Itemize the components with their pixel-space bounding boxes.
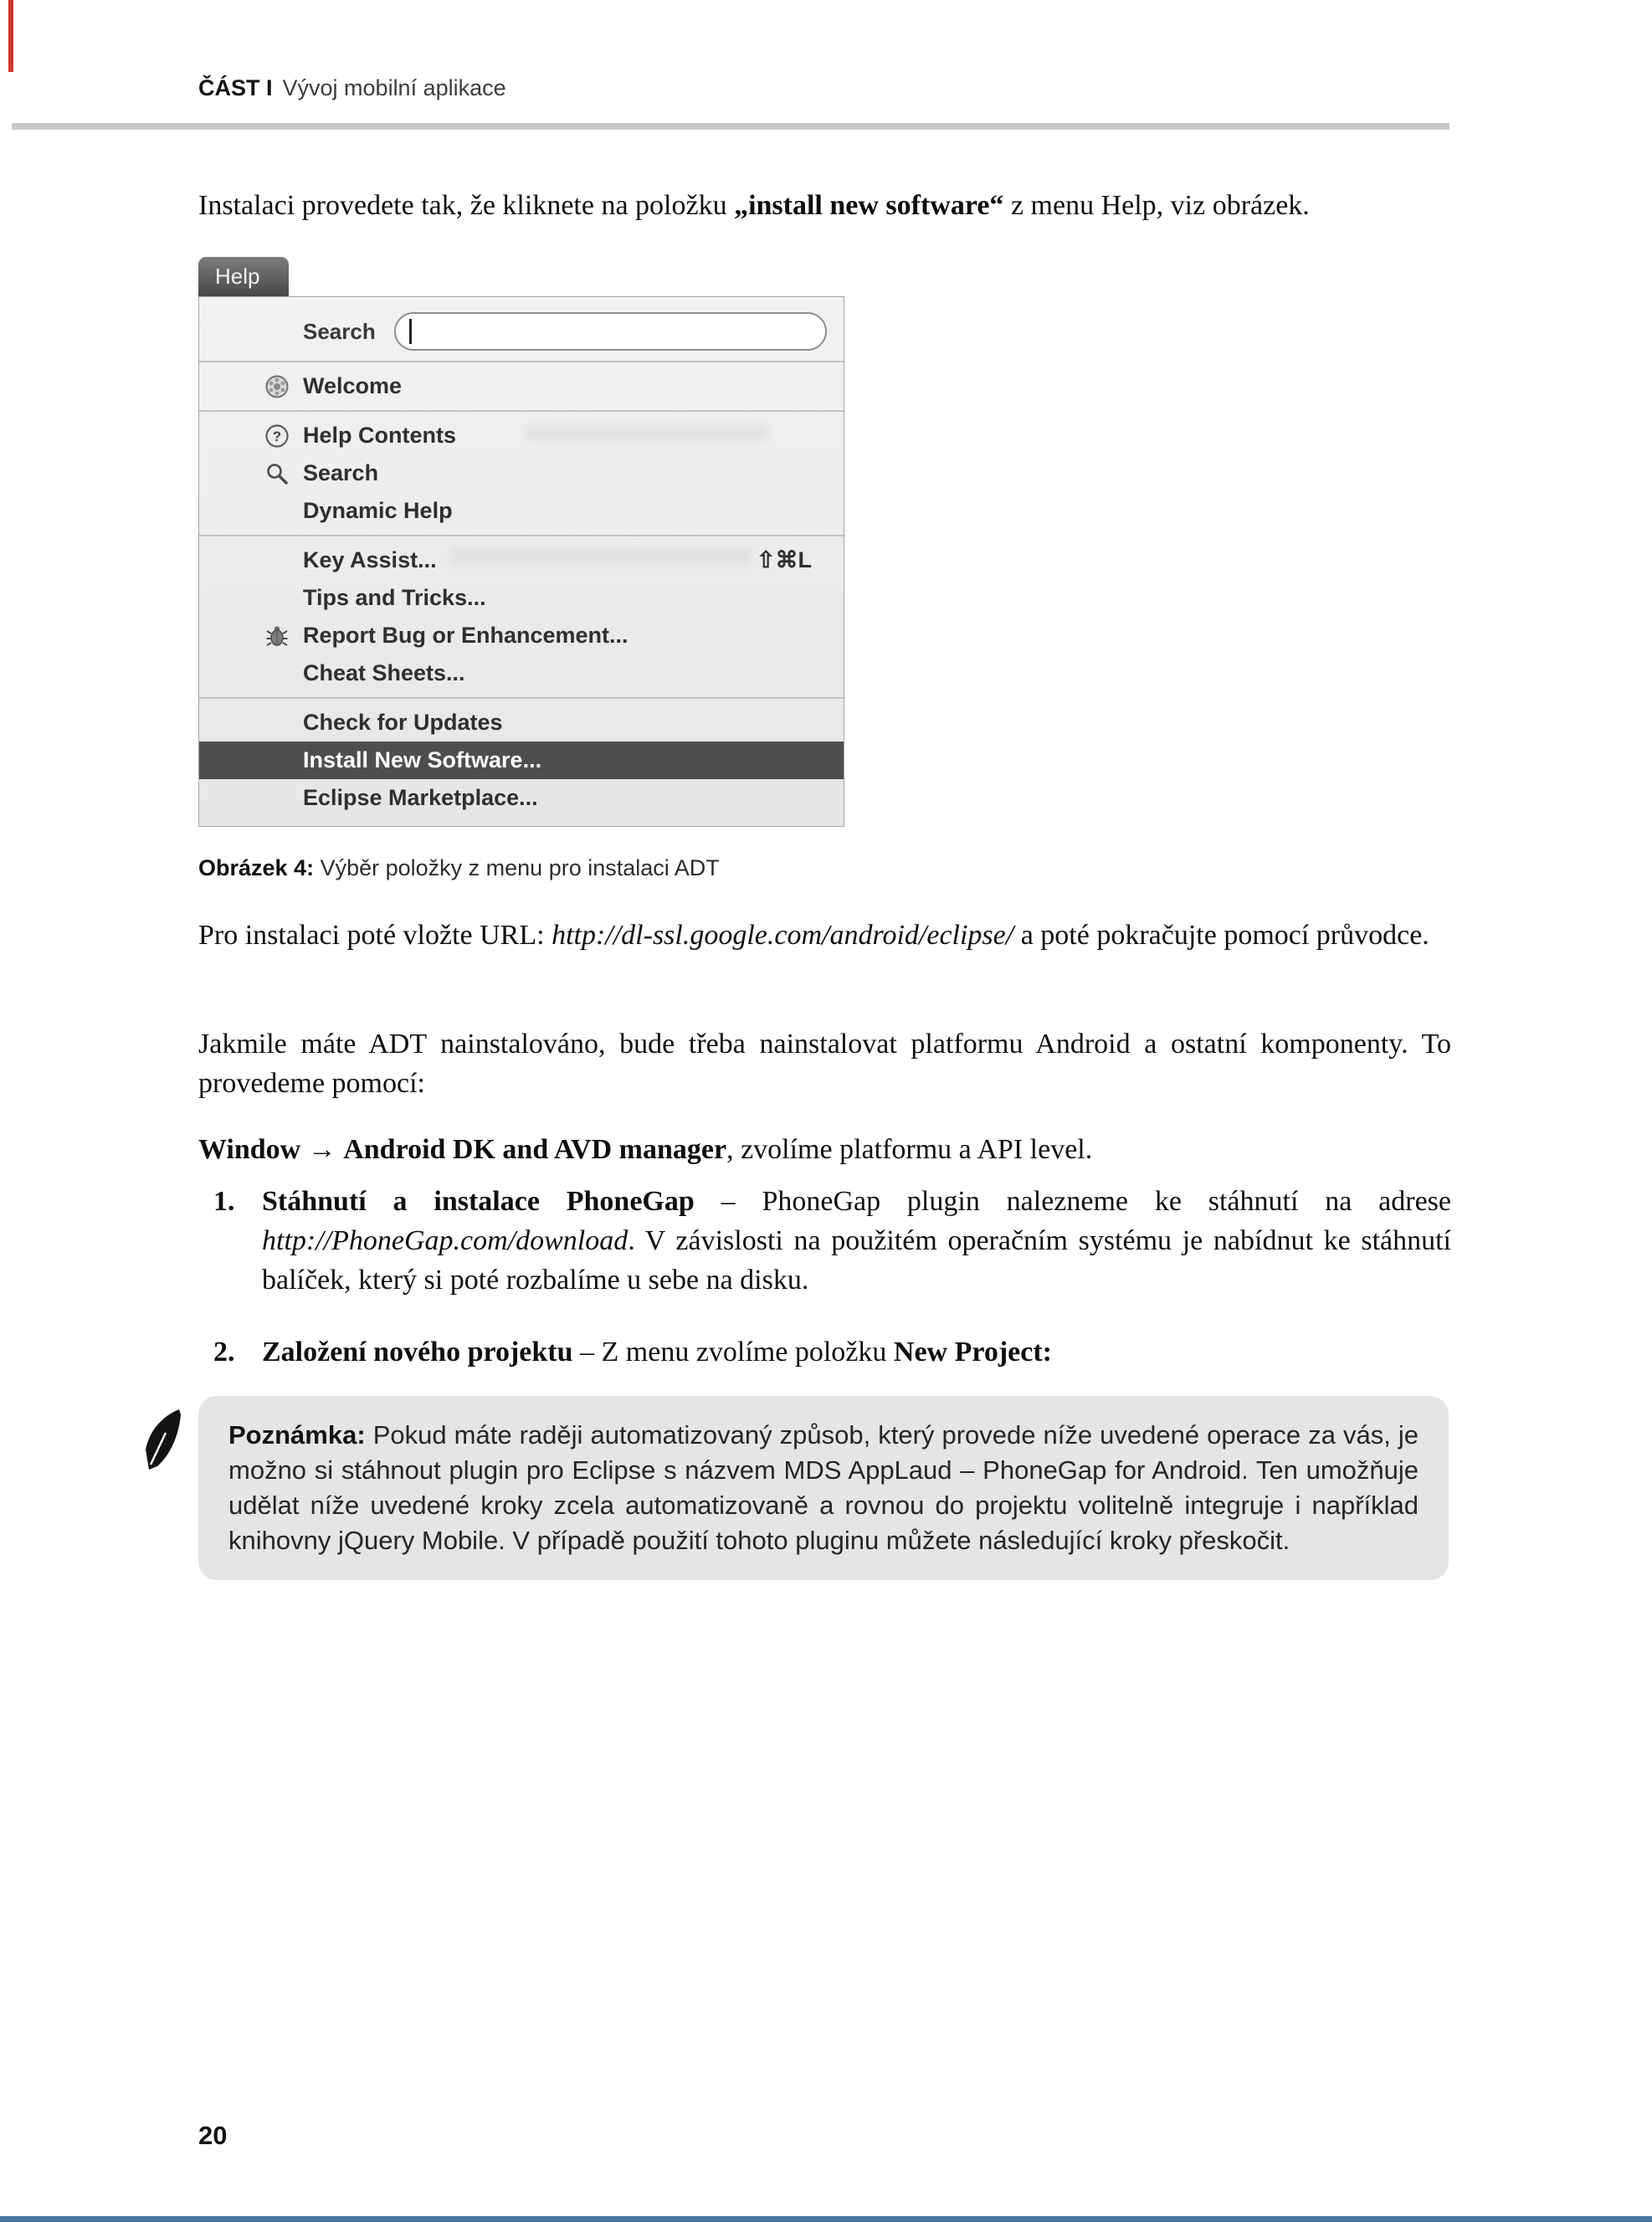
spine-red-mark [8,0,13,72]
menu-item-cheat-sheets[interactable] [199,654,844,692]
list-number: 2. [213,1337,235,1368]
help-menu-tab[interactable]: Help [198,257,289,296]
note-pen-icon [137,1408,186,1475]
menu-search-row [199,307,844,356]
list-item-1-title: Stáhnutí a instalace PhoneGap [262,1186,695,1217]
arrow-glyph: → [300,1134,344,1165]
footer-color-bar [0,2216,1652,2222]
paragraph-install-url [198,916,1451,955]
url-phonegap-download: http://PhoneGap.com/download [262,1225,628,1256]
search-icon [264,461,303,486]
intro-text-start: Instalaci provedete tak, že kliknete na položku [198,190,735,221]
scan-artifact [526,424,768,441]
paragraph-text: . V závislosti na použitém operačním systému je nabídnut ke stáhnutí balíček, který si poté rozbalíme u sebe na disku. [262,1225,1451,1296]
paragraph-text: – Z menu zvolíme položku [572,1337,894,1368]
menu-item-label: Check for Updates [303,710,503,735]
menu-item-dynamic-help[interactable] [199,492,844,530]
text-caret [409,319,412,344]
menu-item-label: Install New Software... [303,747,542,772]
list-item-2 [198,1332,1451,1372]
page-number: 20 [198,2121,228,2150]
menu-separator [199,697,844,699]
svg-text:?: ? [272,428,282,444]
menu-item-label: Welcome [303,373,403,398]
figure-caption-text: Výběr položky z menu pro instalaci ADT [314,855,720,880]
welcome-icon [264,374,303,399]
paragraph-text: a poté pokračujte pomocí průvodce. [1013,920,1429,951]
menu-item-report-bug[interactable] [199,617,844,654]
menu-item-label: Report Bug or Enhancement... [303,623,628,648]
help-menu-panel [198,296,844,827]
menu-item-search[interactable] [199,454,844,492]
help-contents-icon [264,423,303,449]
part-title: Vývoj mobilní aplikace [282,75,506,100]
paragraph-window-menu [198,1130,1451,1169]
help-menu-screenshot [198,257,844,827]
paragraph-text: – PhoneGap plugin nalezneme ke stáhnutí na adrese [694,1186,1451,1217]
menu-item-welcome[interactable] [199,367,844,405]
list-item-1 [198,1182,1451,1300]
menu-search-input[interactable] [394,312,827,351]
menu-separator [199,535,844,536]
paragraph-text: , zvolíme platformu a API level. [726,1134,1093,1165]
menu-item-tips-and-tricks[interactable] [199,579,844,617]
keyboard-shortcut: ⇧⌘L [756,547,812,572]
note-label: Poznámka: [228,1420,366,1450]
menu-path-avd-manager: Android DK and AVD manager [343,1134,727,1165]
intro-paragraph [198,186,1451,225]
part-label: ČÁST I [198,75,273,100]
menu-item-label: Key Assist... [303,547,437,572]
bug-icon [264,623,303,649]
menu-path-window: Window [198,1134,301,1165]
menu-search-label: Search [303,318,376,344]
header-rule [12,123,1449,130]
menu-item-label: Help Contents [303,423,457,448]
url-dl-ssl: http://dl-ssl.google.com/android/eclipse/ [552,920,1014,951]
menu-item-eclipse-marketplace[interactable] [199,779,844,817]
note-text: Pokud máte raději automatizovaný způsob, který provede níže uvedené operace za vás, je možno si stáhnout plugin pro Eclipse s názvem MDS AppLaud – PhoneGap for Android. Ten umožňuje udělat níže uvedené kroky zcela automatizovaně a rovnou do projektu volitelně integruje i například knihovny jQuery Mobile. V případě použití tohoto pluginu můžete následující kroky přeskočit. [228,1420,1419,1555]
paragraph-text: Pro instalaci poté vložte URL: [198,920,552,951]
list-item-1-text [262,1182,1451,1300]
menu-item-label: Eclipse Marketplace... [303,785,538,810]
list-number: 1. [213,1186,235,1217]
menu-item-label: Tips and Tricks... [303,585,486,610]
menu-item-check-for-updates[interactable] [199,704,844,742]
menu-separator [199,361,844,362]
menu-item-install-new-software[interactable] [199,742,844,779]
new-project-bold: New Project: [893,1337,1052,1368]
figure-caption-label: Obrázek 4: [198,855,315,880]
install-new-software-bold: „install new software“ [734,190,1004,221]
menu-separator [199,410,844,412]
paragraph-adt: Jakmile máte ADT nainstalováno, bude třeba nainstalovat platformu Android a ostatní komponenty. To provedeme pomocí: [198,1029,1451,1099]
list-item-2-text [262,1332,1451,1372]
note-box [198,1396,1449,1580]
menu-item-label: Cheat Sheets... [303,660,465,685]
scan-artifact [450,548,752,565]
running-header [198,75,506,101]
list-item-2-title: Založení nového projektu [262,1337,573,1368]
figure-caption [198,855,720,881]
menu-item-label: Search [303,460,379,485]
intro-text-end: z menu Help, viz obrázek. [1003,190,1310,221]
menu-item-label: Dynamic Help [303,498,453,523]
